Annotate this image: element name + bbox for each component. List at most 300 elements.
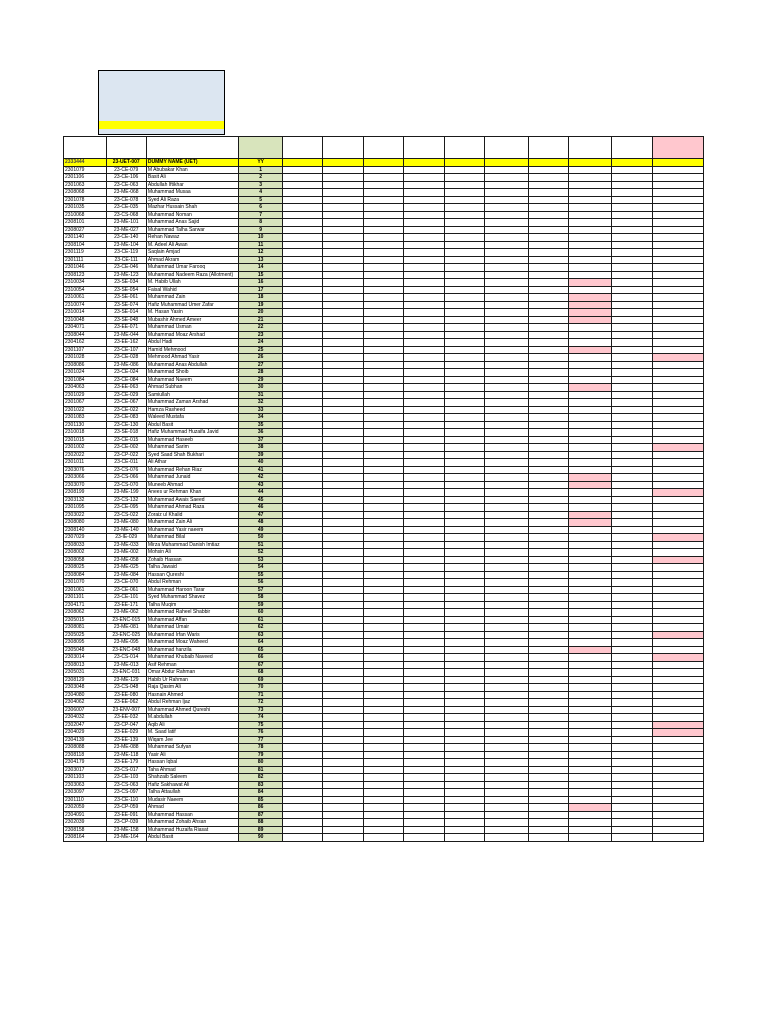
empty-cell xyxy=(404,309,444,317)
roll-number-cell: 23-CE-061 xyxy=(106,586,146,594)
student-id-cell: 2310074 xyxy=(64,301,107,309)
empty-cell xyxy=(612,451,652,459)
empty-cell xyxy=(363,669,403,677)
empty-cell xyxy=(528,504,568,512)
empty-cell xyxy=(363,684,403,692)
empty-cell xyxy=(484,286,528,294)
empty-cell xyxy=(363,466,403,474)
header-highlight-strip xyxy=(99,121,224,129)
empty-cell xyxy=(323,586,363,594)
empty-cell xyxy=(484,339,528,347)
empty-cell xyxy=(612,706,652,714)
student-name-cell: Muhammad Noman xyxy=(146,211,238,219)
empty-cell xyxy=(404,459,444,467)
student-id-cell: 2304091 xyxy=(64,811,107,819)
serial-number-cell: 66 xyxy=(239,654,283,662)
student-id-cell: 2308088 xyxy=(64,744,107,752)
table-row xyxy=(64,211,704,219)
student-id-cell: 2303076 xyxy=(64,466,107,474)
student-id-cell: 2304062 xyxy=(64,699,107,707)
empty-cell xyxy=(282,571,322,579)
serial-number-cell: 5 xyxy=(239,196,283,204)
student-id-cell: 2303097 xyxy=(64,789,107,797)
empty-cell xyxy=(612,496,652,504)
serial-number-cell: 67 xyxy=(239,661,283,669)
empty-cell xyxy=(363,534,403,542)
roll-number-cell: 23-EE-091 xyxy=(106,811,146,819)
empty-cell xyxy=(652,541,703,549)
empty-cell xyxy=(652,691,703,699)
empty-cell xyxy=(568,481,612,489)
table-row xyxy=(64,571,704,579)
empty-cell xyxy=(568,504,612,512)
roll-number-cell: 23-CE-046 xyxy=(106,264,146,272)
roll-number-cell: 23-CE-028 xyxy=(106,354,146,362)
student-id-cell: 2301046 xyxy=(64,264,107,272)
student-id-cell: 2303132 xyxy=(64,496,107,504)
empty-cell xyxy=(404,511,444,519)
empty-cell xyxy=(323,549,363,557)
empty-cell xyxy=(568,759,612,767)
serial-number-cell: 6 xyxy=(239,204,283,212)
student-name-cell: Muhammad Haseeb xyxy=(146,436,238,444)
table-row xyxy=(64,466,704,474)
empty-cell xyxy=(282,181,322,189)
empty-cell xyxy=(282,624,322,632)
serial-number-cell: 22 xyxy=(239,324,283,332)
empty-cell xyxy=(363,774,403,782)
student-name-cell: Habib Ur Rahman xyxy=(146,676,238,684)
empty-cell xyxy=(484,721,528,729)
empty-cell xyxy=(568,361,612,369)
empty-cell xyxy=(323,744,363,752)
empty-cell xyxy=(484,519,528,527)
empty-cell xyxy=(363,654,403,662)
empty-cell xyxy=(404,639,444,647)
empty-cell xyxy=(612,751,652,759)
roll-number-cell: 23-CE-070 xyxy=(106,579,146,587)
student-name-cell: Syed Ali Raza xyxy=(146,196,238,204)
empty-cell xyxy=(528,706,568,714)
empty-cell xyxy=(282,549,322,557)
empty-cell xyxy=(323,556,363,564)
empty-cell xyxy=(528,774,568,782)
empty-cell xyxy=(323,166,363,174)
empty-cell xyxy=(652,219,703,227)
student-id-cell: 2305025 xyxy=(64,631,107,639)
empty-cell xyxy=(404,451,444,459)
empty-cell xyxy=(444,639,484,647)
student-id-cell: 2310014 xyxy=(64,309,107,317)
empty-cell xyxy=(568,211,612,219)
serial-number-cell: 86 xyxy=(239,804,283,812)
student-name-cell: Zoraiz ul Khalid xyxy=(146,511,238,519)
empty-cell xyxy=(528,406,568,414)
empty-cell xyxy=(612,226,652,234)
empty-cell xyxy=(444,436,484,444)
roll-number-cell: 23-ME-158 xyxy=(106,826,146,834)
serial-number-cell: 38 xyxy=(239,444,283,452)
empty-cell xyxy=(404,159,444,167)
empty-cell xyxy=(404,271,444,279)
student-name-cell: Muhammad Moaz Waheed xyxy=(146,639,238,647)
empty-cell xyxy=(652,639,703,647)
empty-cell xyxy=(404,811,444,819)
empty-cell xyxy=(528,691,568,699)
empty-cell xyxy=(652,616,703,624)
empty-cell xyxy=(282,436,322,444)
empty-cell xyxy=(484,751,528,759)
empty-cell xyxy=(612,369,652,377)
empty-cell xyxy=(528,204,568,212)
empty-cell xyxy=(484,759,528,767)
empty-cell xyxy=(323,504,363,512)
empty-cell xyxy=(444,399,484,407)
empty-cell xyxy=(652,354,703,362)
student-id-cell: 2308199 xyxy=(64,489,107,497)
empty-cell xyxy=(282,556,322,564)
empty-cell xyxy=(404,489,444,497)
empty-cell xyxy=(282,714,322,722)
roll-number-cell: 23-ME-140 xyxy=(106,526,146,534)
table-row xyxy=(64,429,704,437)
empty-cell xyxy=(444,369,484,377)
serial-number-cell: 52 xyxy=(239,549,283,557)
empty-cell xyxy=(404,474,444,482)
student-name-cell: Muhammad Umar Farooq xyxy=(146,264,238,272)
roll-number-cell: 23-ME-033 xyxy=(106,541,146,549)
empty-cell xyxy=(363,721,403,729)
empty-cell xyxy=(282,796,322,804)
empty-cell xyxy=(568,196,612,204)
empty-cell xyxy=(323,399,363,407)
empty-cell xyxy=(404,624,444,632)
student-id-cell: 2333444 xyxy=(64,159,107,167)
table-row xyxy=(64,549,704,557)
empty-cell xyxy=(612,159,652,167)
table-row xyxy=(64,796,704,804)
empty-cell xyxy=(282,781,322,789)
table-row xyxy=(64,556,704,564)
table-row xyxy=(64,624,704,632)
empty-cell xyxy=(568,174,612,182)
empty-cell xyxy=(323,466,363,474)
student-id-cell: 2301103 xyxy=(64,774,107,782)
empty-cell xyxy=(363,249,403,257)
empty-cell xyxy=(404,376,444,384)
student-id-cell: 2301130 xyxy=(64,421,107,429)
empty-cell xyxy=(484,706,528,714)
student-id-cell: 2301079 xyxy=(64,166,107,174)
empty-cell xyxy=(363,714,403,722)
table-row xyxy=(64,826,704,834)
empty-cell xyxy=(612,399,652,407)
table-row xyxy=(64,676,704,684)
empty-cell xyxy=(444,601,484,609)
table-row xyxy=(64,744,704,752)
empty-cell xyxy=(444,669,484,677)
roll-number-cell: 23-CE-063 xyxy=(106,181,146,189)
empty-cell xyxy=(652,399,703,407)
empty-cell xyxy=(444,391,484,399)
student-name-cell: Abdul Basit xyxy=(146,421,238,429)
empty-cell xyxy=(652,451,703,459)
empty-cell xyxy=(323,601,363,609)
serial-number-cell: 17 xyxy=(239,286,283,294)
empty-cell xyxy=(363,691,403,699)
empty-cell xyxy=(404,361,444,369)
empty-cell xyxy=(323,639,363,647)
empty-cell xyxy=(323,339,363,347)
student-name-cell: Muhammad Zohaib Ahsan xyxy=(146,819,238,827)
roll-number-cell: 23-CS-076 xyxy=(106,466,146,474)
empty-cell xyxy=(568,751,612,759)
empty-cell xyxy=(484,489,528,497)
empty-cell xyxy=(323,796,363,804)
empty-cell xyxy=(444,196,484,204)
empty-cell xyxy=(652,819,703,827)
empty-cell xyxy=(528,481,568,489)
student-name-cell: Hafiz Sakhawat Ali xyxy=(146,781,238,789)
empty-cell xyxy=(363,616,403,624)
empty-cell xyxy=(282,811,322,819)
empty-cell xyxy=(444,616,484,624)
roll-number-cell: 23-SE-074 xyxy=(106,301,146,309)
empty-cell xyxy=(568,339,612,347)
empty-cell xyxy=(484,391,528,399)
empty-cell xyxy=(404,781,444,789)
empty-cell xyxy=(282,174,322,182)
empty-cell xyxy=(363,391,403,399)
empty-cell xyxy=(323,414,363,422)
roll-number-cell: 23-ME-062 xyxy=(106,609,146,617)
empty-cell xyxy=(568,451,612,459)
empty-cell xyxy=(528,174,568,182)
empty-cell xyxy=(363,234,403,242)
empty-cell xyxy=(652,174,703,182)
table-row xyxy=(64,699,704,707)
empty-cell xyxy=(404,241,444,249)
empty-cell xyxy=(652,669,703,677)
empty-cell xyxy=(363,384,403,392)
table-row xyxy=(64,264,704,272)
empty-cell xyxy=(652,526,703,534)
empty-cell xyxy=(323,459,363,467)
student-id-cell: 2301070 xyxy=(64,579,107,587)
empty-cell xyxy=(484,541,528,549)
empty-cell xyxy=(444,684,484,692)
empty-cell xyxy=(363,451,403,459)
empty-cell xyxy=(652,759,703,767)
empty-cell xyxy=(652,796,703,804)
empty-cell xyxy=(568,474,612,482)
empty-cell xyxy=(323,489,363,497)
serial-number-cell: 72 xyxy=(239,699,283,707)
empty-cell xyxy=(612,759,652,767)
student-name-cell: Abdul Rehman Ijaz xyxy=(146,699,238,707)
empty-cell xyxy=(444,241,484,249)
student-id-cell: 2303070 xyxy=(64,481,107,489)
student-id-cell: 2308062 xyxy=(64,609,107,617)
serial-number-cell: 60 xyxy=(239,609,283,617)
empty-cell xyxy=(404,774,444,782)
roll-number-cell: 23-CP-047 xyxy=(106,721,146,729)
serial-number-cell: 58 xyxy=(239,594,283,602)
roll-number-cell: 23-CE-011 xyxy=(106,459,146,467)
student-id-cell: 2310068 xyxy=(64,211,107,219)
empty-cell xyxy=(528,556,568,564)
empty-cell xyxy=(323,721,363,729)
empty-cell xyxy=(652,601,703,609)
empty-cell xyxy=(404,616,444,624)
empty-cell xyxy=(484,444,528,452)
empty-cell xyxy=(282,429,322,437)
student-name-cell: Samiullah xyxy=(146,391,238,399)
student-name-cell: Muhammad Huzaifa Riasat xyxy=(146,826,238,834)
empty-cell xyxy=(612,196,652,204)
empty-cell xyxy=(282,774,322,782)
table-row xyxy=(64,594,704,602)
empty-cell xyxy=(363,324,403,332)
empty-cell xyxy=(323,579,363,587)
empty-cell xyxy=(323,804,363,812)
empty-cell xyxy=(528,181,568,189)
empty-cell xyxy=(568,676,612,684)
empty-cell xyxy=(363,526,403,534)
empty-cell xyxy=(323,294,363,302)
roll-number-cell: 23-CS-068 xyxy=(106,211,146,219)
empty-cell xyxy=(323,811,363,819)
student-name-cell: M. Hasan Yasin xyxy=(146,309,238,317)
header-cell xyxy=(652,137,703,159)
empty-cell xyxy=(444,309,484,317)
empty-cell xyxy=(363,504,403,512)
student-name-cell: Talha Jawaid xyxy=(146,564,238,572)
empty-cell xyxy=(444,609,484,617)
student-id-cell: 2308081 xyxy=(64,624,107,632)
empty-cell xyxy=(568,234,612,242)
empty-cell xyxy=(484,376,528,384)
empty-cell xyxy=(323,234,363,242)
empty-cell xyxy=(568,654,612,662)
empty-cell xyxy=(484,346,528,354)
empty-cell xyxy=(444,721,484,729)
table-row xyxy=(64,346,704,354)
serial-number-cell: 25 xyxy=(239,346,283,354)
student-name-cell: Muhammad Affan xyxy=(146,616,238,624)
empty-cell xyxy=(528,429,568,437)
table-row xyxy=(64,759,704,767)
student-id-cell: 2310048 xyxy=(64,316,107,324)
table-row xyxy=(64,369,704,377)
empty-cell xyxy=(363,676,403,684)
empty-cell xyxy=(484,699,528,707)
student-name-cell: Muhammad Khubaib Naveed xyxy=(146,654,238,662)
empty-cell xyxy=(404,226,444,234)
empty-cell xyxy=(282,264,322,272)
serial-number-cell: 29 xyxy=(239,376,283,384)
empty-cell xyxy=(323,541,363,549)
serial-number-cell: 75 xyxy=(239,721,283,729)
serial-number-cell: 88 xyxy=(239,819,283,827)
empty-cell xyxy=(323,616,363,624)
student-id-cell: 2303022 xyxy=(64,511,107,519)
empty-cell xyxy=(528,796,568,804)
roll-number-cell: 23-CE-067 xyxy=(106,399,146,407)
empty-cell xyxy=(484,826,528,834)
empty-cell xyxy=(612,556,652,564)
empty-cell xyxy=(444,541,484,549)
empty-cell xyxy=(323,661,363,669)
empty-cell xyxy=(612,481,652,489)
empty-cell xyxy=(363,196,403,204)
empty-cell xyxy=(404,669,444,677)
table-row xyxy=(64,534,704,542)
empty-cell xyxy=(323,511,363,519)
empty-cell xyxy=(568,354,612,362)
empty-cell xyxy=(282,834,322,842)
empty-cell xyxy=(444,166,484,174)
student-id-cell: 2310034 xyxy=(64,279,107,287)
empty-cell xyxy=(323,376,363,384)
serial-number-cell: YY xyxy=(239,159,283,167)
empty-cell xyxy=(652,421,703,429)
empty-cell xyxy=(282,744,322,752)
empty-cell xyxy=(363,826,403,834)
empty-cell xyxy=(363,189,403,197)
empty-cell xyxy=(444,661,484,669)
empty-cell xyxy=(612,646,652,654)
empty-cell xyxy=(612,571,652,579)
empty-cell xyxy=(568,414,612,422)
empty-cell xyxy=(282,391,322,399)
student-id-cell: 2308104 xyxy=(64,241,107,249)
empty-cell xyxy=(363,309,403,317)
student-name-cell: Taha Ahmad xyxy=(146,766,238,774)
table-row xyxy=(64,751,704,759)
empty-cell xyxy=(652,489,703,497)
empty-cell xyxy=(528,834,568,842)
empty-cell xyxy=(528,811,568,819)
empty-cell xyxy=(444,826,484,834)
empty-cell xyxy=(612,639,652,647)
empty-cell xyxy=(444,294,484,302)
student-name-cell: Muhammad Sarim xyxy=(146,444,238,452)
empty-cell xyxy=(652,834,703,842)
student-id-cell: 2301029 xyxy=(64,391,107,399)
student-name-cell: Faisal Wahid xyxy=(146,286,238,294)
roll-number-cell: 23-CS-014 xyxy=(106,654,146,662)
student-id-cell: 2307029 xyxy=(64,534,107,542)
empty-cell xyxy=(612,489,652,497)
empty-cell xyxy=(652,481,703,489)
empty-cell xyxy=(528,459,568,467)
empty-cell xyxy=(282,586,322,594)
empty-cell xyxy=(282,166,322,174)
empty-cell xyxy=(528,526,568,534)
empty-cell xyxy=(444,406,484,414)
empty-cell xyxy=(404,166,444,174)
roll-number-cell: 23-ENC-031 xyxy=(106,669,146,677)
table-row xyxy=(64,249,704,257)
empty-cell xyxy=(528,759,568,767)
empty-cell xyxy=(652,459,703,467)
table-row xyxy=(64,421,704,429)
empty-cell xyxy=(652,279,703,287)
empty-cell xyxy=(528,444,568,452)
table-row xyxy=(64,294,704,302)
empty-cell xyxy=(568,436,612,444)
